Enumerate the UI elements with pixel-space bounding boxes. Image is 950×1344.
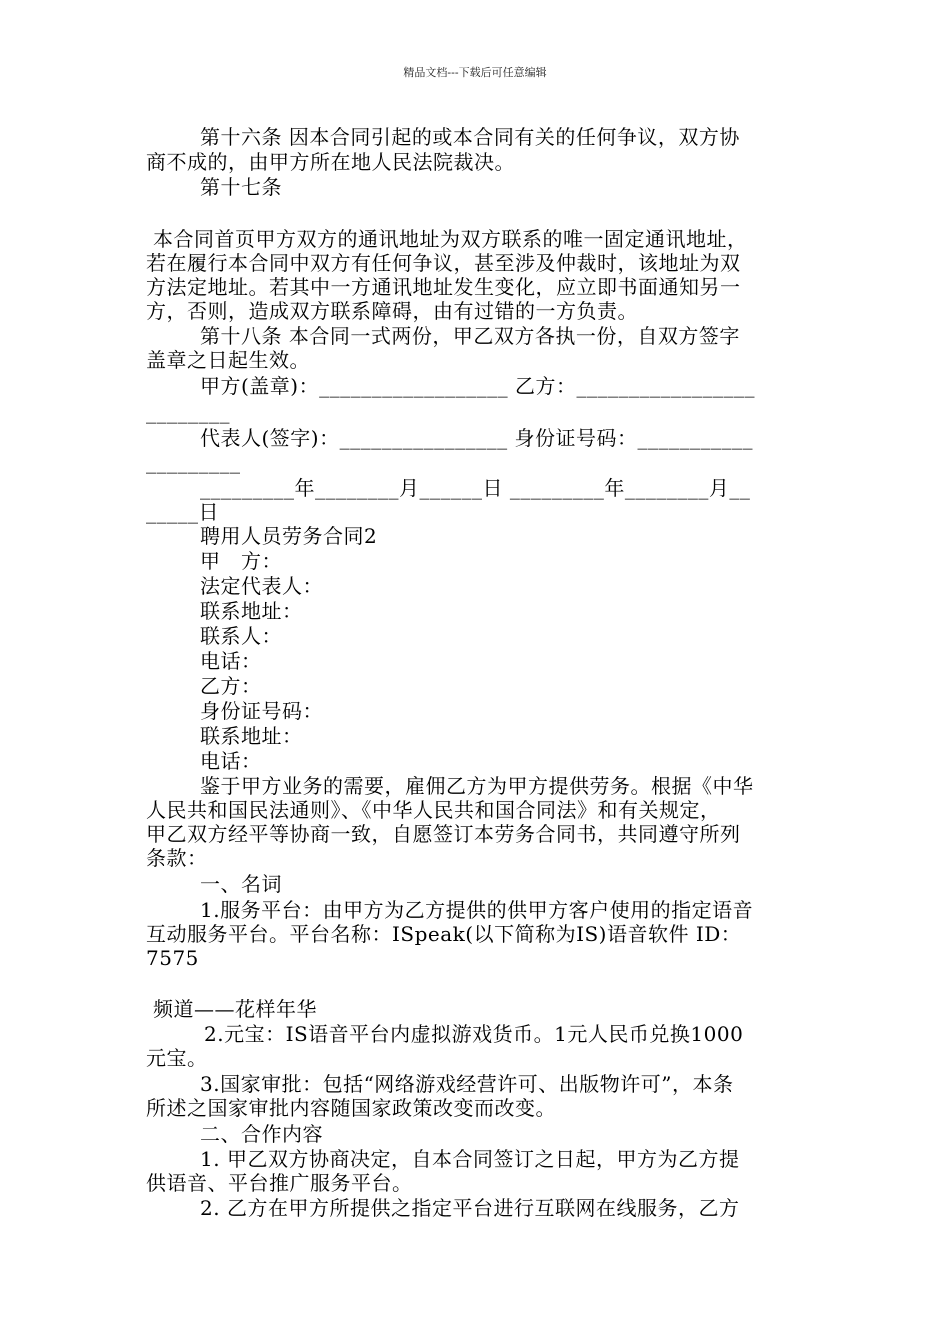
text-line: 1. 甲乙双方协商决定，自本合同签订之日起，甲方为乙方提	[200, 1147, 740, 1171]
field-label: 乙方：	[200, 674, 262, 698]
text-line: 人民共和国民法通则》、《中华人民共和国合同法》和有关规定，	[146, 798, 721, 822]
text-line: 供语音、平台推广服务平台。	[146, 1171, 413, 1195]
text-line: 频道——花样年华	[153, 997, 317, 1021]
text-line: 2. 乙方在甲方所提供之指定平台进行互联网在线服务，乙方	[200, 1196, 740, 1220]
text-line: 2.元宝：IS语音平台内虚拟游戏货币。1元人民币兑换1000	[204, 1022, 744, 1046]
text-line: 商不成的，由甲方所在地人民法院裁决。	[146, 150, 515, 174]
field-label: 联系地址：	[200, 599, 303, 623]
text-line: 第十七条	[200, 175, 282, 199]
field-label: 身份证号码：	[200, 699, 323, 723]
text-line: 第十八条 本合同一式两份，甲乙双方各执一份，自双方签字	[200, 324, 740, 348]
text-line: 若在履行本合同中双方有任何争议，甚至涉及仲裁时，该地址为双	[146, 251, 741, 275]
text-line: 元宝。	[146, 1046, 208, 1070]
text-line: 7575	[146, 946, 199, 970]
text-line: 本合同首页甲方双方的通讯地址为双方联系的唯一固定通讯地址，	[153, 227, 748, 251]
page-header: 精品文档---下载后可任意编辑	[403, 66, 547, 79]
field-label: 联系地址：	[200, 724, 303, 748]
text-line: 3.国家审批：包括“网络游戏经营许可、出版物许可”，本条	[200, 1072, 734, 1096]
section-heading: 一、名词	[200, 872, 282, 896]
signature-line: 代表人(签字)：________________ 身份证号码：___________	[200, 426, 753, 450]
section-heading: 二、合作内容	[200, 1122, 323, 1146]
text-line: 第十六条 因本合同引起的或本合同有关的任何争议，双方协	[200, 125, 740, 149]
field-label: 联系人：	[200, 624, 282, 648]
section-title: 聘用人员劳务合同2	[200, 524, 378, 548]
text-line: 所述之国家审批内容随国家政策改变而改变。	[146, 1096, 556, 1120]
text-line: 方，否则，造成双方联系障碍，由有过错的一方负责。	[146, 299, 638, 323]
text-line: 1.服务平台：由甲方为乙方提供的供甲方客户使用的指定语音	[200, 898, 754, 922]
field-label: 电话：	[200, 749, 262, 773]
date-line: _____日	[146, 500, 219, 524]
text-line: 互动服务平台。平台名称：ISpeak(以下简称为IS)语音软件 ID：	[146, 922, 742, 946]
field-label: 电话：	[200, 649, 262, 673]
text-line: 鉴于甲方业务的需要，雇佣乙方为甲方提供劳务。根据《中华	[200, 774, 754, 798]
signature-line: 甲方(盖章)：__________________ 乙方：_________________	[200, 374, 755, 398]
text-line: 盖章之日起生效。	[146, 348, 310, 372]
date-line: _________年________月______日 _________年________月__	[200, 476, 751, 500]
signature-line: ________	[146, 400, 230, 424]
signature-line: _________	[146, 450, 241, 474]
text-line: 条款：	[146, 846, 208, 870]
field-label: 法定代表人：	[200, 574, 323, 598]
text-line: 甲乙双方经平等协商一致，自愿签订本劳务合同书，共同遵守所列	[146, 822, 741, 846]
field-label: 甲 方：	[200, 549, 282, 573]
text-line: 方法定地址。若其中一方通讯地址发生变化，应立即书面通知另一	[146, 275, 741, 299]
